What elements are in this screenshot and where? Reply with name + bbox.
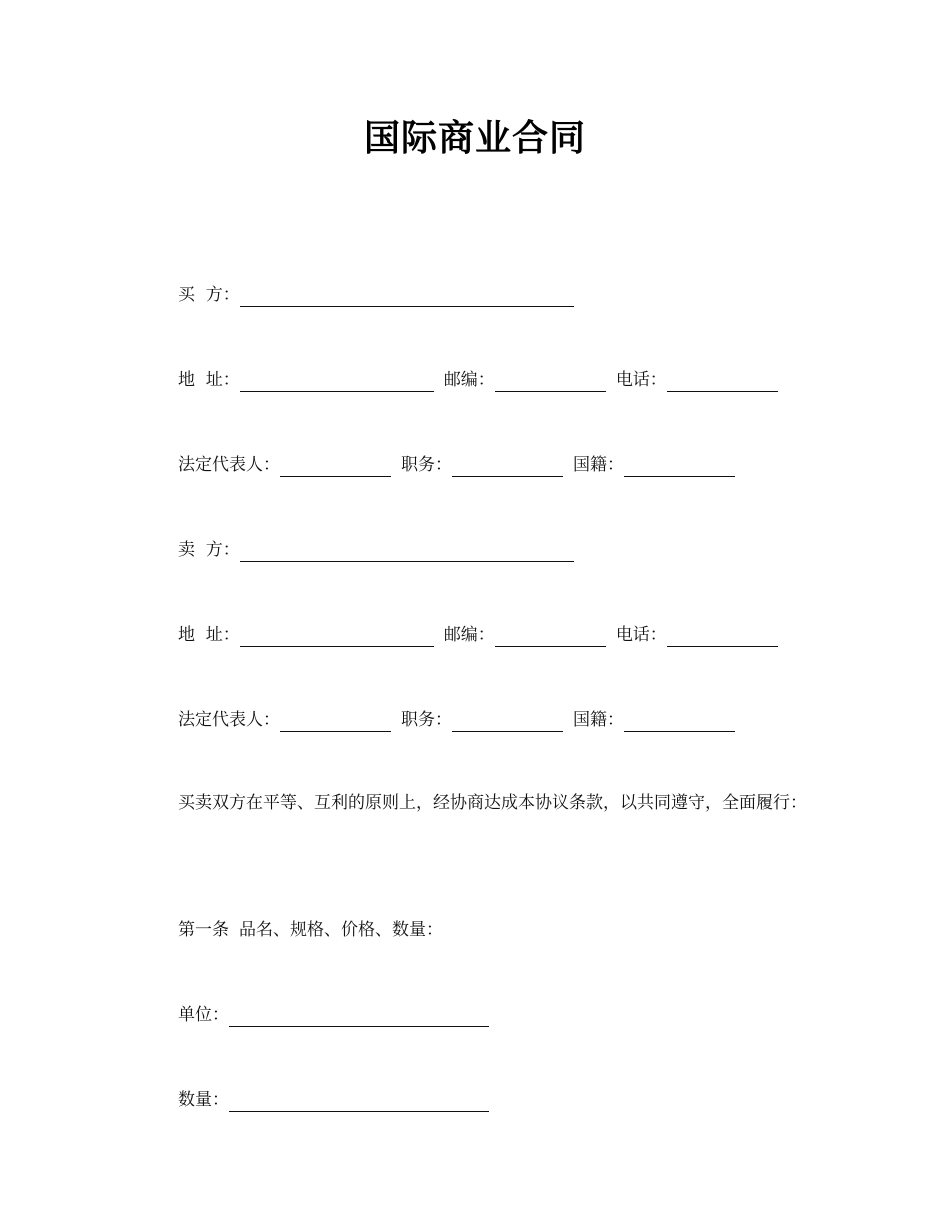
buyer-nationality-label: 国籍：	[573, 455, 624, 475]
seller-phone-field[interactable]	[667, 626, 778, 647]
buyer-postcode-field[interactable]	[495, 371, 606, 392]
buyer-address-field[interactable]	[240, 371, 434, 392]
seller-legal-rep-label: 法定代表人：	[178, 710, 280, 730]
seller-name-field[interactable]	[240, 541, 574, 562]
preamble-paragraph: 买卖双方在平等、互利的原则上，经协商达成本协议条款，以共同遵守，全面履行：	[178, 793, 807, 813]
unit-row	[178, 999, 499, 1027]
document-title: 国际商业合同	[363, 118, 586, 159]
article-1-number: 第一条	[178, 920, 229, 940]
seller-postcode-label: 邮编：	[443, 625, 495, 645]
buyer-name-field[interactable]	[240, 286, 574, 307]
seller-position-label: 职务：	[401, 710, 452, 730]
seller-phone-label: 电话：	[615, 625, 667, 645]
buyer-nationality-field[interactable]	[624, 456, 735, 477]
seller-nationality-label: 国籍：	[573, 710, 624, 730]
buyer-legal-rep-field[interactable]	[280, 456, 391, 477]
unit-field[interactable]	[229, 1006, 489, 1027]
seller-nationality-field[interactable]	[624, 711, 735, 732]
seller-address-label: 地 址：	[178, 625, 240, 645]
seller-legal-rep-field[interactable]	[280, 711, 391, 732]
quantity-row	[178, 1084, 499, 1112]
seller-label: 卖 方：	[178, 540, 240, 560]
seller-postcode-field[interactable]	[495, 626, 606, 647]
article-1-heading	[178, 918, 443, 942]
buyer-position-label: 职务：	[401, 455, 452, 475]
quantity-label: 数量：	[178, 1090, 229, 1110]
article-1-title: 品名、规格、价格、数量：	[239, 920, 443, 940]
quantity-field[interactable]	[229, 1091, 489, 1112]
buyer-position-field[interactable]	[452, 456, 563, 477]
seller-position-field[interactable]	[452, 711, 563, 732]
buyer-legal-rep-row	[178, 449, 745, 477]
buyer-phone-field[interactable]	[667, 371, 778, 392]
seller-address-row	[178, 619, 788, 647]
buyer-address-row	[178, 364, 788, 392]
buyer-postcode-label: 邮编：	[443, 370, 495, 390]
unit-label: 单位：	[178, 1005, 229, 1025]
seller-row	[178, 534, 584, 562]
seller-address-field[interactable]	[240, 626, 434, 647]
buyer-legal-rep-label: 法定代表人：	[178, 455, 280, 475]
buyer-address-label: 地 址：	[178, 370, 240, 390]
buyer-row	[178, 279, 584, 307]
buyer-phone-label: 电话：	[615, 370, 667, 390]
seller-legal-rep-row	[178, 704, 745, 732]
buyer-label: 买 方：	[178, 285, 240, 305]
